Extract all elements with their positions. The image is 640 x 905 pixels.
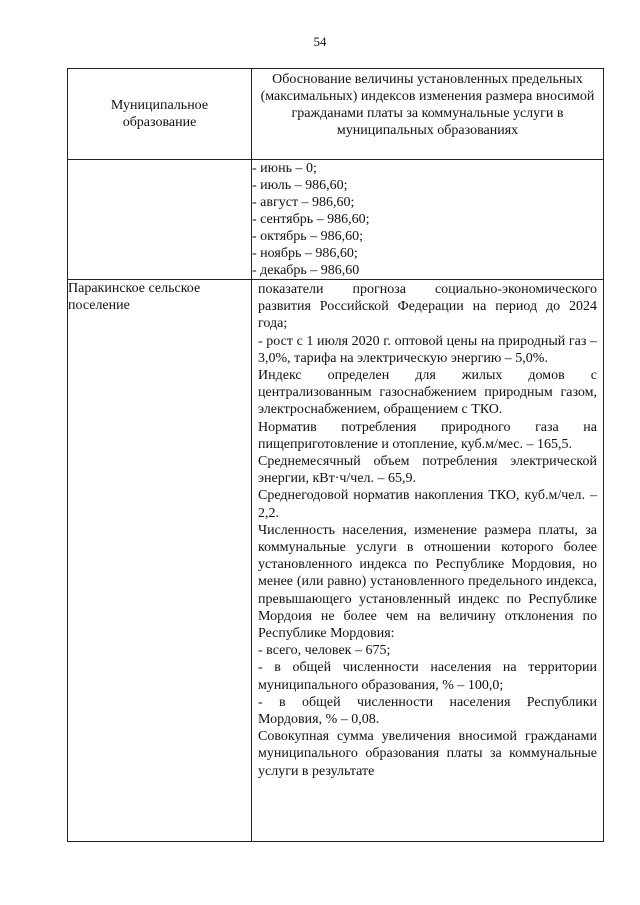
paragraph: - всего, человек – 675; bbox=[258, 643, 391, 659]
paragraph: Численность населения, изменение размера платы, за коммунальные услуги в отношении которого более установленного индекса по Республике Мордовия, но менее (или равно) установленного предельного индекса, превышающего установленный индекс по Республике Мордоия не более чем на величину отклонения по Республике Мордовия: bbox=[258, 522, 597, 642]
page-number: 54 bbox=[313, 34, 327, 49]
list-item: - июль – 986,60; bbox=[252, 178, 348, 193]
table-row-continued bbox=[68, 160, 604, 280]
paragraph: Индекс определен для жилых домов с централизованным газоснабжением природным газом, электроснабжением, обращением с ТКО. bbox=[258, 368, 597, 418]
list-item: - октябрь – 986,60; bbox=[252, 229, 364, 244]
municipality-cell bbox=[68, 280, 252, 842]
justification-cell bbox=[252, 280, 604, 842]
list-item: - июнь – 0; bbox=[252, 161, 317, 176]
paragraph: Норматив потребления природного газа на пищеприготовление и отопление, куб.м/мес. – 165,5. bbox=[258, 419, 597, 452]
empty-cell bbox=[68, 160, 252, 280]
list-item: - ноябрь – 986,60; bbox=[252, 246, 358, 261]
paragraph: - в общей численности населения на территории муниципального образования, % – 100,0; bbox=[258, 660, 597, 693]
paragraph: - в общей численности населения Республики Мордовия, % – 0,08. bbox=[258, 694, 597, 728]
justification-table bbox=[67, 68, 604, 842]
paragraph: Совокупная сумма увеличения вносимой гражданами муниципального образования платы за коммунальные услуги в результате bbox=[258, 729, 597, 779]
paragraph: Среднемесячный объем потребления электрической энергии, кВт·ч/чел. – 65,9. bbox=[258, 454, 597, 487]
list-item: - сентябрь – 986,60; bbox=[252, 212, 370, 227]
header-justification-text: Обоснование величины установленных предельных (максимальных) индексов изменения размера вносимой гражданами платы за коммунальные услуги в муниципальных образованиях bbox=[260, 72, 595, 138]
paragraph: Среднегодовой норматив накопления ТКО, куб.м/чел. – 2,2. bbox=[258, 488, 597, 521]
table-header-row bbox=[68, 69, 604, 160]
header-cell-justification bbox=[252, 69, 604, 160]
header-municipality-text: Муниципальное образование bbox=[110, 98, 209, 130]
paragraph: показатели прогноза социально-экономического развития Российской Федерации на период до 2024 года; bbox=[258, 282, 597, 332]
list-item: - декабрь – 986,60 bbox=[252, 263, 360, 278]
table-row-parakino bbox=[68, 280, 604, 842]
paragraph: - рост с 1 июля 2020 г. оптовой цены на природный газ – 3,0%, тарифа на электрическую энергию – 5,0%. bbox=[258, 333, 597, 366]
header-cell-municipality bbox=[68, 69, 252, 160]
municipality-name: Паракинское сельское поселение bbox=[68, 281, 201, 313]
monthly-values-cell bbox=[252, 160, 604, 280]
list-item: - август – 986,60; bbox=[252, 195, 355, 210]
